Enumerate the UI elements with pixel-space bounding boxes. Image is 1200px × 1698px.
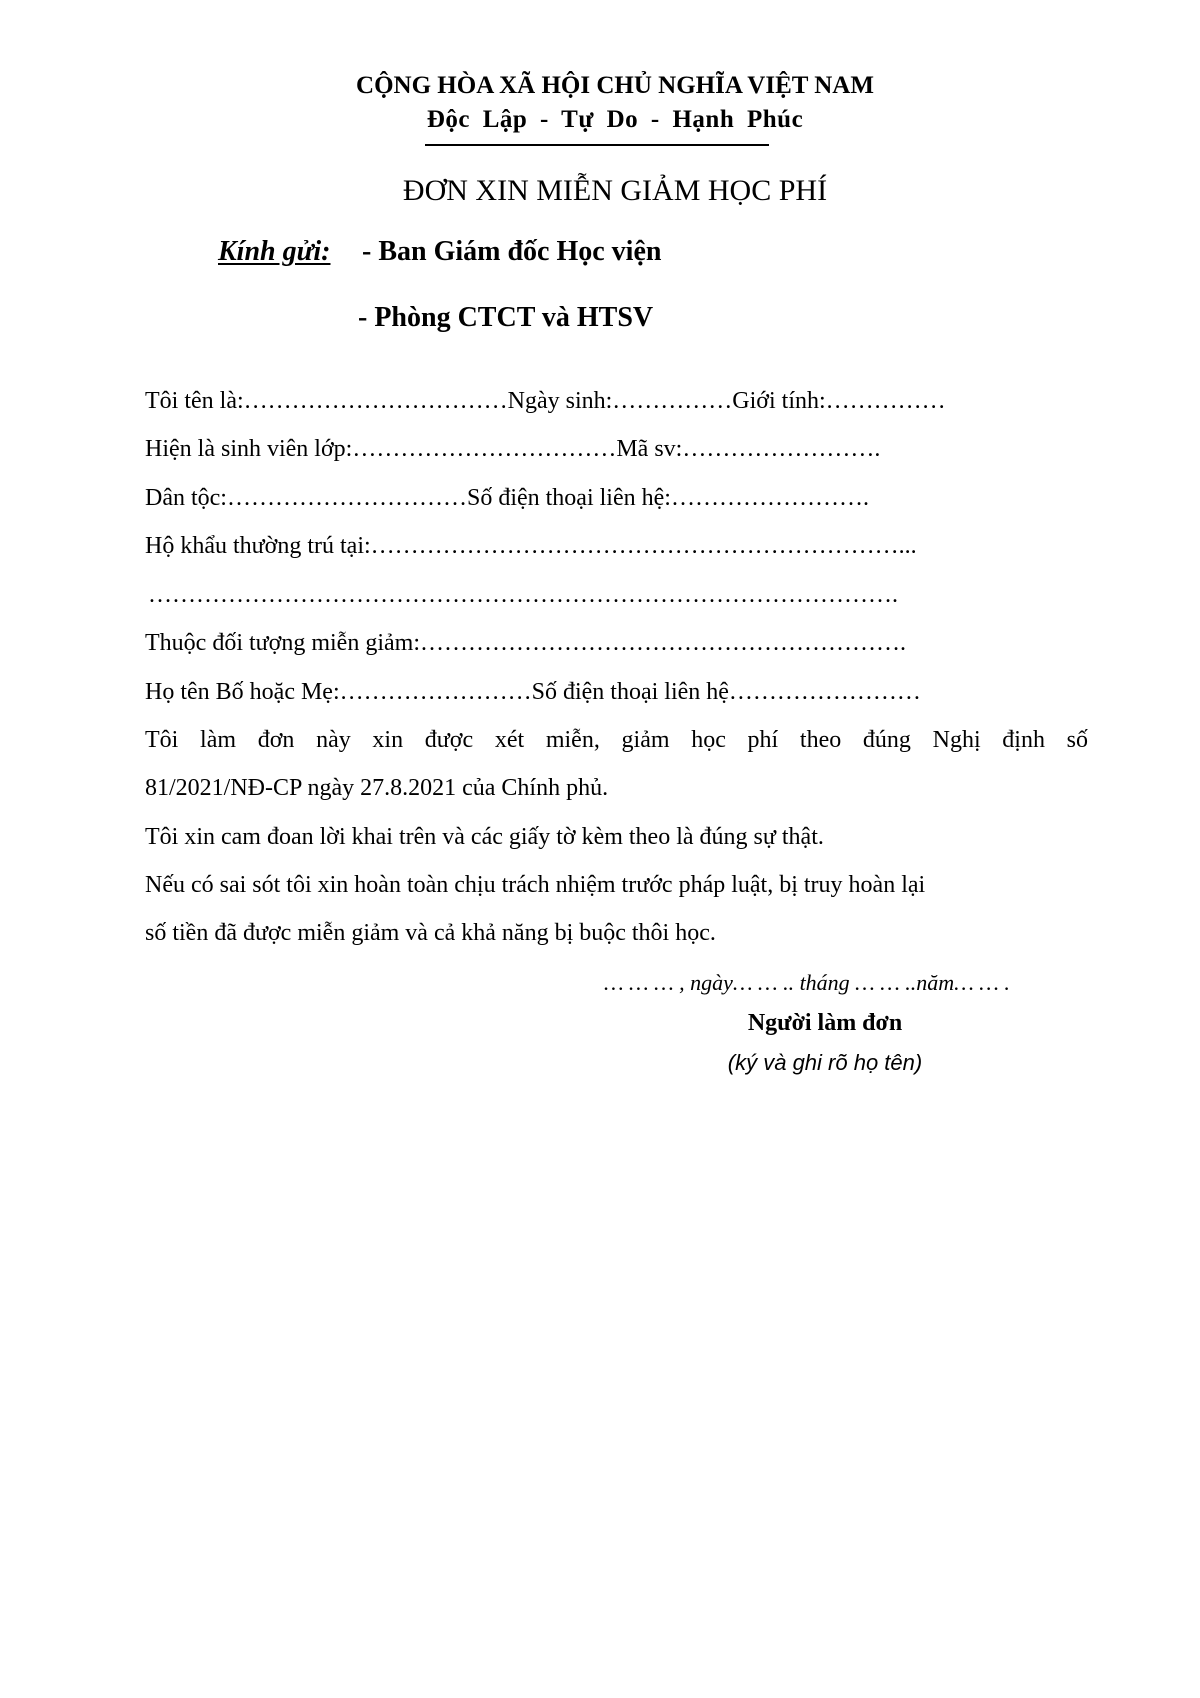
addressee-recipient-2: - Phòng CTCT và HTSV [358, 302, 654, 333]
request-paragraph-line-1: Tôi làm đơn này xin được xét miễn, giảm học phí theo đúng Nghị định số [145, 727, 1088, 753]
form-line-class: Hiện là sinh viên lớp:……………………………Mã sv:……………………. [145, 436, 881, 462]
form-line-residence-continued: …………………………………………………………………………………. [148, 582, 898, 608]
signature-date-line: … … … , ngày… … .. tháng … … ..năm… … . [604, 970, 1010, 995]
form-line-ethnicity: Dân tộc:…………………………Số điện thoại liên hệ:……………………. [145, 485, 869, 511]
request-paragraph-line-2: 81/2021/NĐ-CP ngày 27.8.2021 của Chính phủ. [145, 775, 609, 801]
form-line-name: Tôi tên là:……………………………Ngày sinh:……………Giới tính:…………… [145, 388, 946, 414]
form-line-parent: Họ tên Bố hoặc Mẹ:……………………Số điện thoại liên hệ…………………… [145, 679, 921, 705]
form-line-residence: Hộ khẩu thường trú tại:…………………………………………………………... [145, 533, 917, 559]
commitment-paragraph: Tôi xin cam đoan lời khai trên và các giấy tờ kèm theo là đúng sự thật. [145, 824, 824, 850]
addressee-label: Kính gửi: [218, 236, 331, 267]
signer-title: Người làm đơn [747, 1010, 903, 1036]
liability-paragraph-line-1: Nếu có sai sót tôi xin hoàn toàn chịu trách nhiệm trước pháp luật, bị truy hoàn lại [145, 872, 926, 898]
national-motto: Độc Lập - Tự Do - Hạnh Phúc [426, 106, 804, 133]
signature-instruction: (ký và ghi rõ họ tên) [727, 1050, 923, 1075]
motto-underline [425, 144, 769, 146]
addressee-recipient-1: - Ban Giám đốc Học viện [362, 236, 662, 267]
form-line-exemption-category: Thuộc đối tượng miễn giảm:……………………………………………………. [145, 630, 906, 656]
liability-paragraph-line-2: số tiền đã được miễn giảm và cả khả năng bị buộc thôi học. [145, 920, 716, 946]
national-header: CỘNG HÒA XÃ HỘI CHỦ NGHĨA VIỆT NAM [356, 72, 874, 99]
document-title: ĐƠN XIN MIỄN GIẢM HỌC PHÍ [402, 174, 828, 207]
